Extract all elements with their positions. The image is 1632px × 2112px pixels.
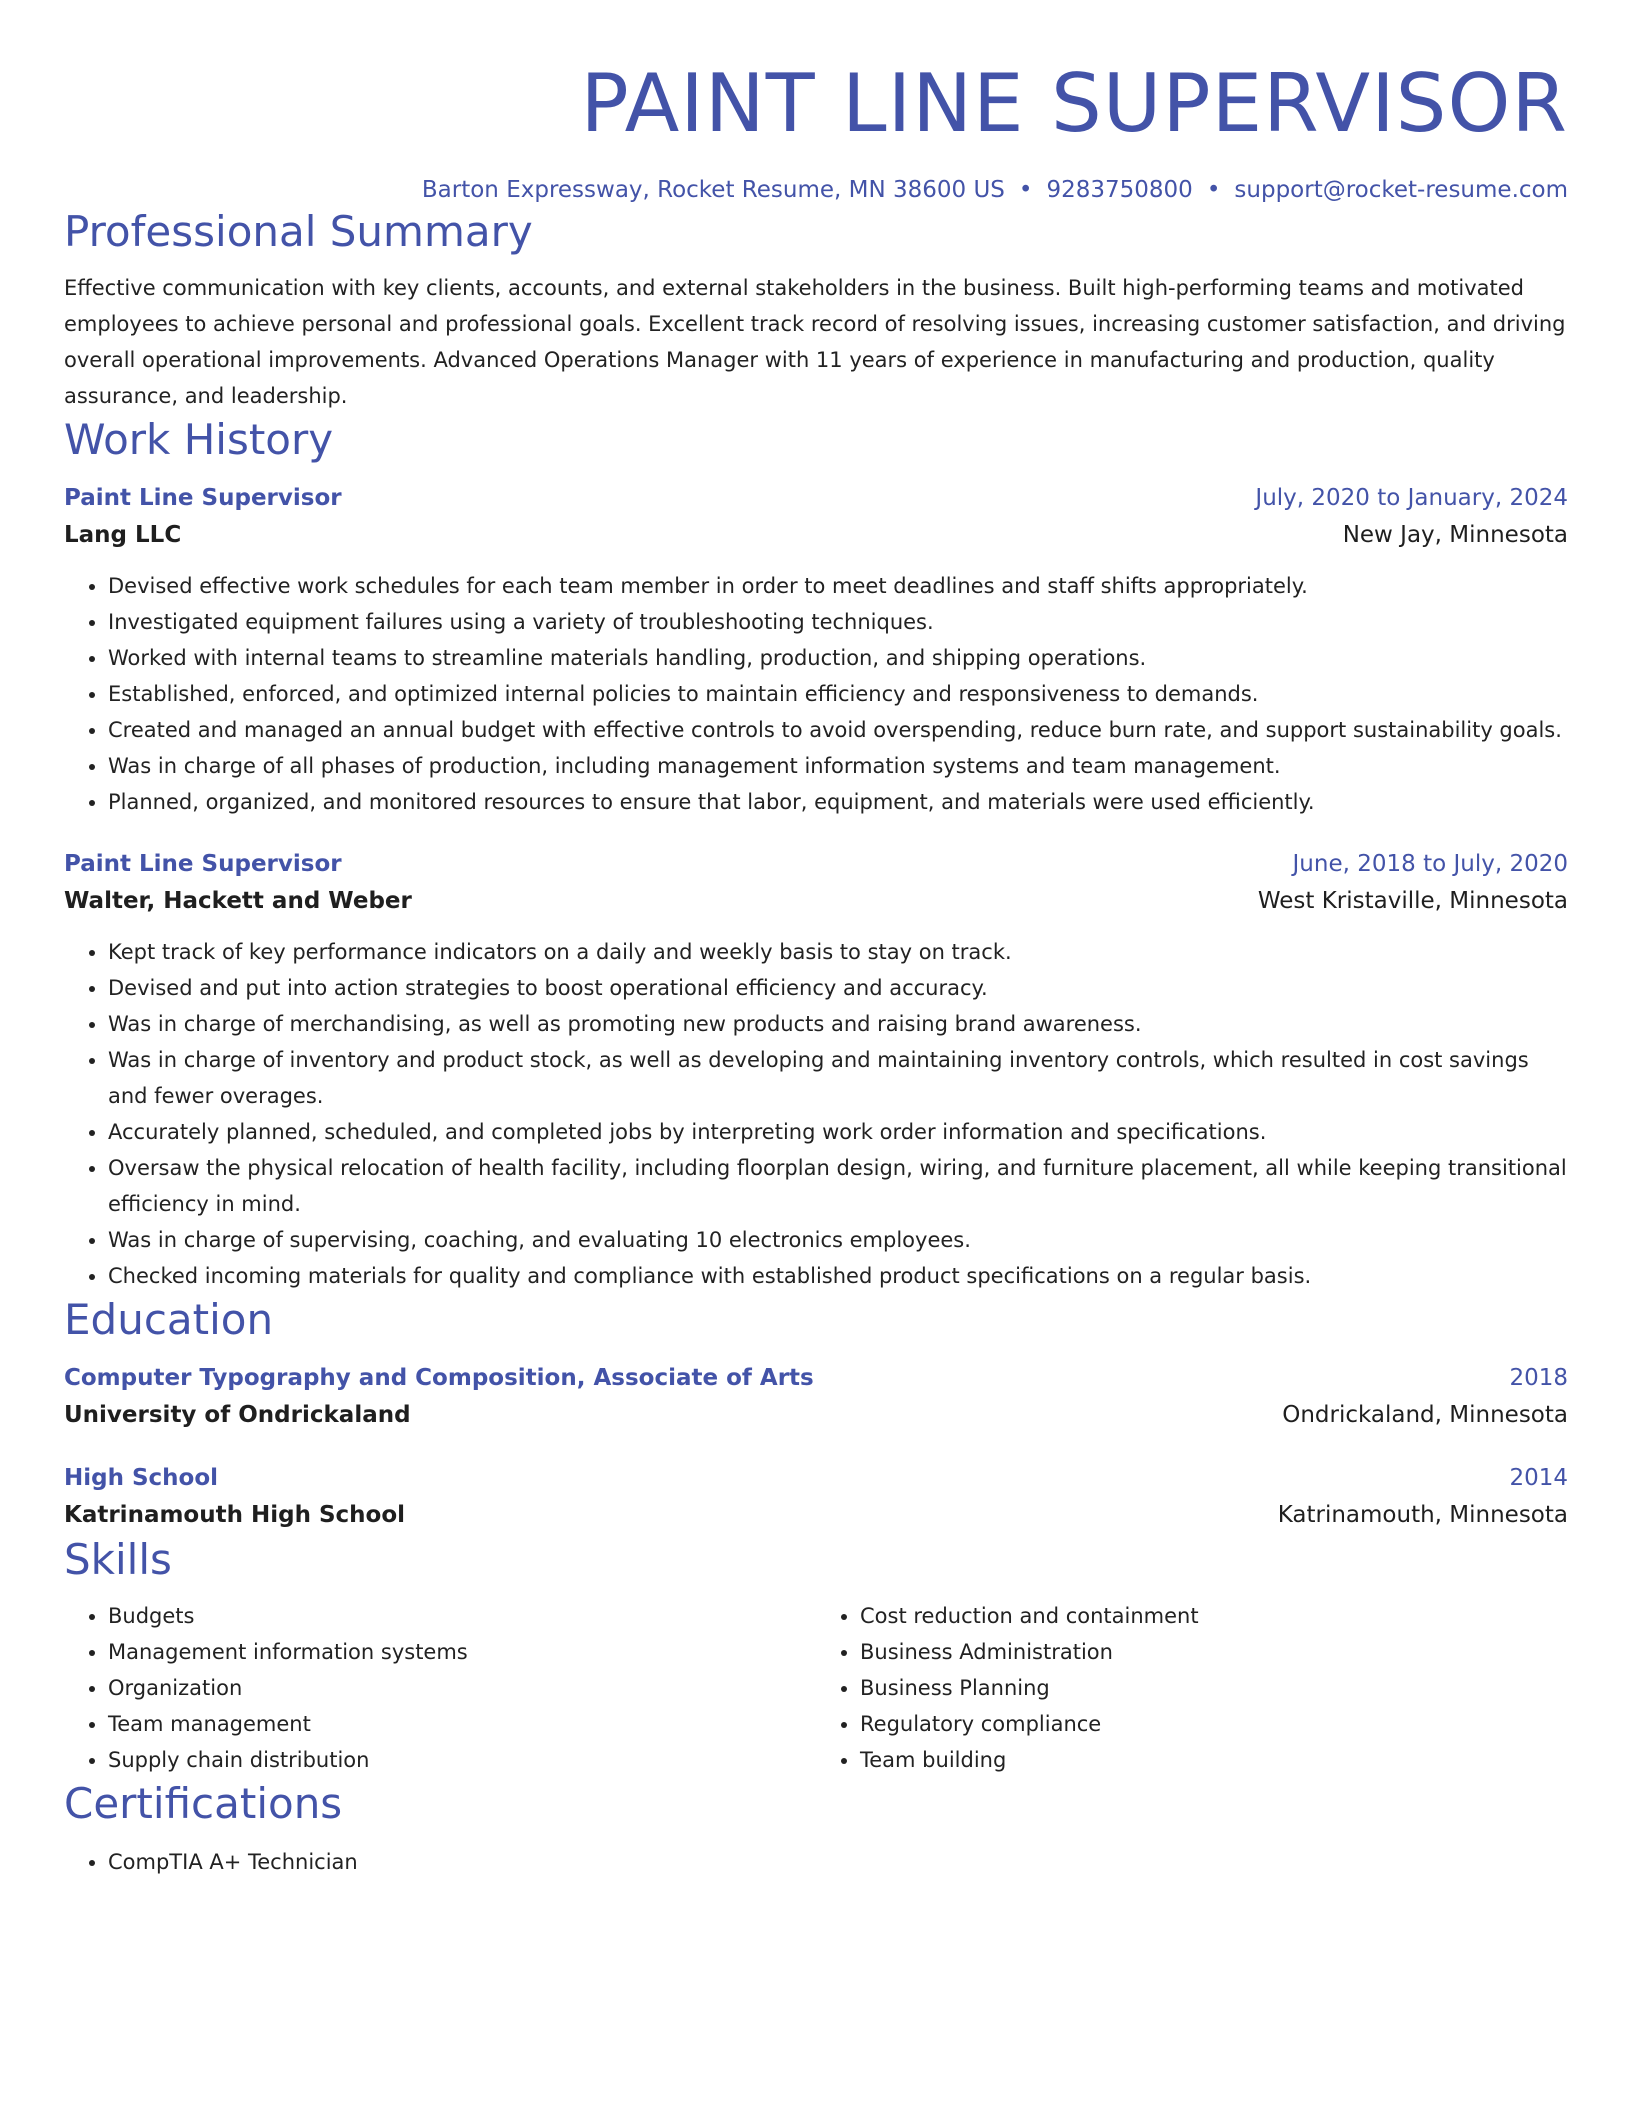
skills-column-left [64,1598,816,1778]
skill-item: • Business Planning [860,1670,1568,1706]
list-item: • Kept track of key performance indicators on a daily and weekly basis to stay on track. [108,934,1568,970]
list-item: • Checked incoming materials for quality and compliance with established product specifications on a regular basis. [108,1258,1568,1294]
list-item: • Devised and put into action strategies to boost operational efficiency and accuracy. [108,970,1568,1006]
skill-item: • Regulatory compliance [860,1706,1568,1742]
list-item: • Accurately planned, scheduled, and completed jobs by interpreting work order information and specifications. [108,1114,1568,1150]
job-location: West Kristaville, Minnesota [1257,888,1568,914]
contact-separator: • [1206,177,1221,203]
contact-address: Barton Expressway, Rocket Resume, MN 38600 US [421,177,1005,203]
work-history-heading: Work History [64,415,334,464]
list-item: • Established, enforced, and optimized internal policies to maintain efficiency and responsiveness to demands. [108,676,1568,712]
job-dates: June, 2018 to July, 2020 [1292,851,1568,877]
skill-item: • Budgets [108,1598,816,1634]
list-item: • Was in charge of supervising, coaching, and evaluating 10 electronics employees. [108,1222,1568,1258]
certifications-list [64,1844,1568,1880]
job-role: Paint Line Supervisor [64,851,342,877]
list-item: • Created and managed an annual budget with effective controls to avoid overspending, reduce burn rate, and support sustainability goals. [108,712,1568,748]
contact-separator: • [1018,177,1033,203]
list-item: • Devised effective work schedules for each team member in order to meet deadlines and staff shifts appropriately. [108,568,1568,604]
job-location: New Jay, Minnesota [1342,522,1568,548]
job-entry [64,480,1568,820]
education-degree: High School [64,1465,219,1491]
education-entry [64,1360,1568,1434]
education-year: 2014 [1509,1465,1568,1491]
skill-item: • Management information systems [108,1634,816,1670]
education-school: Katrinamouth High School [64,1502,406,1528]
job-company: Walter, Hackett and Weber [64,888,412,914]
contact-email[interactable]: support@rocket-resume.com [1234,177,1568,203]
job-role: Paint Line Supervisor [64,485,342,511]
list-item: • Was in charge of inventory and product stock, as well as developing and maintaining inventory controls, which resulted in cost savings and fewer overages. [108,1042,1568,1114]
job-bullets [64,934,1568,1294]
summary-heading: Professional Summary [64,207,533,256]
education-year: 2018 [1509,1365,1568,1391]
education-location: Ondrickaland, Minnesota [1282,1402,1568,1428]
skills-column-right [816,1598,1568,1778]
skills-grid [64,1598,1568,1778]
list-item: • Investigated equipment failures using a variety of troubleshooting techniques. [108,604,1568,640]
contact-line [64,174,1568,206]
education-location: Katrinamouth, Minnesota [1277,1502,1568,1528]
summary-text: Effective communication with key clients, accounts, and external stakeholders in the business. Built high-performing teams and motivated employees to achieve personal and professional goals. Excellent track record of resolving issues, increasing customer satisfaction, and driving overall operational improvements. Advanced Operations Manager with 11 years of experience in manufacturing and production, quality assurance, and leadership. [64,276,1566,408]
certifications-heading: Certifications [64,1779,343,1828]
job-dates: July, 2020 to January, 2024 [1255,485,1568,511]
certification-item: • CompTIA A+ Technician [108,1844,1568,1880]
job-entry [64,846,1568,1294]
skill-item: • Team management [108,1706,816,1742]
education-heading: Education [64,1295,274,1344]
skill-item: • Cost reduction and containment [860,1598,1568,1634]
list-item: • Was in charge of all phases of production, including management information systems and team management. [108,748,1568,784]
contact-phone: 9283750800 [1046,177,1193,203]
page-title: PAINT LINE SUPERVISOR [580,57,1568,150]
job-company: Lang LLC [64,522,182,548]
education-school: University of Ondrickaland [64,1402,411,1428]
skill-item: • Supply chain distribution [108,1742,816,1778]
skill-item: • Organization [108,1670,816,1706]
list-item: • Planned, organized, and monitored resources to ensure that labor, equipment, and materials were used efficiently. [108,784,1568,820]
list-item: • Oversaw the physical relocation of health facility, including floorplan design, wiring, and furniture placement, all while keeping transitional efficiency in mind. [108,1150,1568,1222]
list-item: • Worked with internal teams to streamline materials handling, production, and shipping operations. [108,640,1568,676]
job-bullets [64,568,1568,820]
list-item: • Was in charge of merchandising, as well as promoting new products and raising brand awareness. [108,1006,1568,1042]
education-degree: Computer Typography and Composition, Associate of Arts [64,1365,814,1391]
skill-item: • Team building [860,1742,1568,1778]
skills-heading: Skills [64,1535,172,1584]
education-entry [64,1460,1568,1534]
skill-item: • Business Administration [860,1634,1568,1670]
